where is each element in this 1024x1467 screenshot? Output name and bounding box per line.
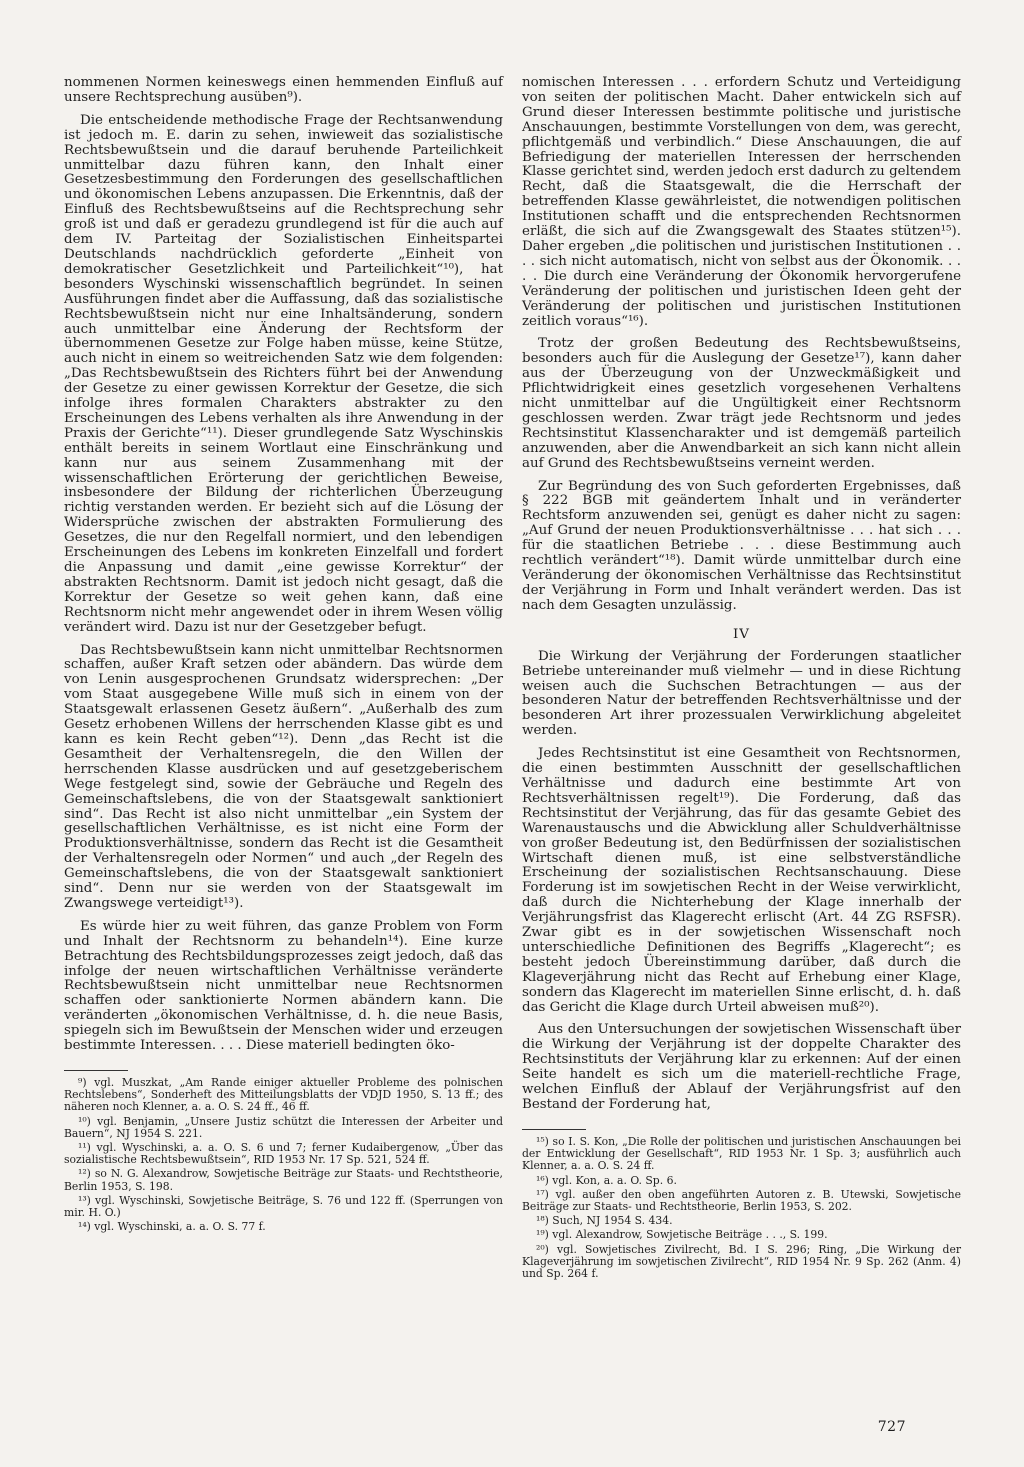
footnote: ¹⁹) vgl. Alexandrow, Sowjetische Beiträge . . ., S. 199. [536,1228,828,1242]
footnote: ²⁰) vgl. Sowjetisches Zivilrecht, Bd. I S. 296; Ring, „Die Wirkung der Klageverjährung im sowjetischen Zivilrecht“, RID 1954 Nr. 9 Sp. 262 (Anm. 4) und Sp. 264 f. [522,1242,961,1280]
body-paragraph: Zur Begründung des von Such geforderten Ergebnisses, daß § 222 BGB mit geändertem Inhalt und in veränderter Rechtsform anzuwenden sei, genügt es daher nicht zu sagen: „Auf Grund der neuen Produktionsverhältnisse . . . hat sich . . . für die staatlichen Betriebe . . . diese Bestimmung auch rechtlich verändert“¹⁸). Damit würde unmittelbar durch eine Veränderung der ökonomischen Verhältnisse das Rechtsinstitut der Verjährung in Form und Inhalt verändert werden. Das ist nach dem Gesagten unzulässig. [522,478,961,613]
footnote: ¹⁷) vgl. außer den oben angeführten Autoren z. B. Utewski, Sowjetische Beiträge zur Staats- und Rechtstheorie, Berlin 1953, S. 202. [522,1187,961,1213]
section-heading: IV [733,626,750,642]
footnote: ¹³) vgl. Wyschinski, Sowjetische Beiträge, S. 76 und 122 ff. (Sperrungen von mir. H. O.) [64,1193,503,1220]
body-paragraph: Es würde hier zu weit führen, das ganze Problem von Form und Inhalt der Rechtsnorm zu behandeln¹⁴). Eine kurze Betrachtung des Rechtsbildungsprozesses zeigt jedoch, daß das infolge der neuen wirtschaftlichen Verhältnisse veränderte Rechtsbewußtsein nicht unmittelbar neue Rechtsnormen schaffen oder sanktionierte Normen abändern kann. Die veränderten „ökonomischen Verhältnisse, d. h. die neue Basis, spiegeln sich im Bewußtsein der Menschen wider und erzeugen bestimmte Interessen. . . . Diese materiell bedingten öko- [64,918,503,1054]
footnote: ¹⁵) so I. S. Kon, „Die Rolle der politischen und juristischen Anschauungen bei der Entwicklung der Gesellschaft“, RID 1953 Nr. 1 Sp. 3; ausführlich auch Klenner, a. a. O. S. 24 ff. [522,1134,961,1173]
page-number: 727 [877,1419,906,1435]
footnote: ¹⁸) Such, NJ 1954 S. 434. [536,1214,673,1228]
footnote-divider [522,1129,586,1130]
body-paragraph: Aus den Untersuchungen der sowjetischen Wissenschaft über die Wirkung der Verjährung ist der doppelte Charakter des Rechtsinstituts der Verjährung klar zu erkennen: Auf der einen Seite handelt es sich um die materiell-rechtliche Frage, welchen Einfluß der Ablauf der Verjährungsfrist auf den Bestand der Forderung hat, [522,1022,961,1112]
body-paragraph: Die Wirkung der Verjährung der Forderungen staatlicher Betriebe untereinander muß vielmehr — und in diese Richtung weisen auch die Suchschen Betrachtungen — aus der besonderen Natur der betreffenden Rechtsverhältnisse und der besonderen Art ihrer prozessualen Verwirklichung abgeleitet werden. [522,648,961,739]
left-column [64,76,503,1282]
body-paragraph: Die entscheidende methodische Frage der Rechtsanwendung ist jedoch m. E. darin zu sehen, inwieweit das sozialistische Rechtsbewußtsein und die darauf beruhende Parteilichkeit unmittelbar dazu führen kann, den Inhalt einer Gesetzesbestimmung den Forderungen des gesellschaftlichen und ökonomischen Lebens anzupassen. Die Erkenntnis, daß der Einfluß des Rechtsbewußtseins auf die Rechtsprechung sehr groß ist und daß er geradezu grundlegend ist für die auch auf dem IV. Parteitag der Sozialistischen Einheitspartei Deutschlands nachdrücklich geforderte „Einheit von demokratischer Gesetzlichkeit und Parteilichkeit“¹⁰), hat besonders Wyschinski wissenschaftlich begründet. In seinen Ausführungen findet aber die Auffassung, daß das sozialistische Rechtsbewußtsein nicht nur eine Inhaltsänderung, sondern auch unmittelbar eine Änderung der Rechtsform der übernommenen Gesetze zur Folge haben müsse, keine Stütze, auch nicht in einem so weitreichenden Satz wie dem folgenden: „Das Rechtsbewußtsein des Richters führt bei der Anwendung der Gesetze zu einer gewissen Korrektur der Gesetze, die sich infolge ihres formalen Charakters abstrakter zu den Erscheinungen des Lebens verhalten als ihre Anwendung in der Praxis der Gerichte“¹¹). Dieser grundlegende Satz Wyschinskis enthält bereits in seinem Wortlaut eine Einschränkung und kann nur aus seinem Zusammenhang mit der wissenschaftlichen Erörterung der gerichtlichen Beweise, insbesondere der Bildung der richterlichen Überzeugung richtig verstanden werden. Er bezieht sich auf die Lösung der Widersprüche zwischen der abstrakten Formulierung des Gesetzes, die nur den Regelfall normiert, und den lebendigen Erscheinungen des Lebens im konkreten Einzelfall und fordert die Anpassung und damit „eine gewisse Korrektur“ der abstrakten Rechtsnorm. Damit ist jedoch nicht gesagt, daß die Korrektur der Gesetze so weit gehen kann, daß eine Rechtsnorm nicht mehr angewendet oder in ihrem Wesen völlig verändert wird. Dazu ist nur der Gesetzgeber befugt. [64,112,503,635]
body-paragraph: nommenen Normen keineswegs einen hemmenden Einfluß auf unsere Rechtsprechung ausüben⁹). [64,75,503,105]
body-paragraph: Trotz der großen Bedeutung des Rechtsbewußtseins, besonders auch für die Auslegung der Gesetze¹⁷), kann daher aus der Überzeugung von der Unzweckmäßigkeit und Pflichtwidrigkeit eines gesetzlich vorgesehenen Verhaltens nicht unmittelbar auf die Ungültigkeit einer Rechtsnorm geschlossen werden. Zwar trägt jede Rechtsnorm und jedes Rechtsinstitut Klassencharakter und ist demgemäß parteilich anzuwenden, aber die Anwendbarkeit an sich kann nicht allein auf Grund des Rechtsbewußtseins verneint werden. [522,336,961,471]
footnote: ¹²) so N. G. Alexandrow, Sowjetische Beiträge zur Staats- und Rechtstheorie, Berlin 1953, S. 198. [64,1167,503,1193]
footnotes-right [522,1136,961,1280]
body-paragraph: nomischen Interessen . . . erfordern Schutz und Verteidigung von seiten der politischen Macht. Daher entwickeln sich auf Grund dieser Interessen bestimmte politische und juristische Anschauungen, bestimmte Vorstellungen von dem, was gerecht, pflichtgemäß und verbindlich.“ Diese Anschauungen, die auf Befriedigung der materiellen Interessen der herrschenden Klasse gerichtet sind, werden jedoch erst dadurch zu geltendem Recht, daß die Staatsgewalt, die die Herrschaft der betreffenden Klasse gewährleistet, die notwendigen politischen Institutionen schafft und die entsprechenden Rechtsnormen erläßt, die sich auf die Zwangsgewalt des Staates stützen¹⁵). Daher ergeben „die politischen und juristischen Institutionen . . . . sich nicht automatisch, nicht von selbst aus der Ökonomik. . . . . Die durch eine Veränderung der Ökonomik hervorgerufene Veränderung der politischen und juristischen Ideen geht der Veränderung der politischen und juristischen Institutionen zeitlich voraus“¹⁶). [522,75,961,329]
footnotes-left [64,1077,503,1233]
right-column [522,76,961,1282]
footnote-divider [64,1070,128,1071]
two-column-body [64,76,962,1282]
body-paragraph: Jedes Rechtsinstitut ist eine Gesamtheit von Rechtsnormen, die einen bestimmten Ausschnitt der gesellschaftlichen Verhältnisse und dadurch eine bestimmte Art von Rechtsverhältnissen regelt¹⁹). Die Forderung, daß das Rechtsinstitut der Verjährung, das für das gesamte Gebiet des Warenaustauschs und die Abwicklung aller Schuldverhältnisse von großer Bedeutung ist, den Bedürfnissen der sozialistischen Wirtschaft dienen muß, ist eine selbstverständliche Erscheinung der sozialistischen Rechtsanschauung. Diese Forderung ist im sowjetischen Recht in der Weise verwirklicht, daß durch die Nichterhebung der Klage innerhalb der Verjährungsfrist das Klagerecht erlischt (Art. 44 ZG RSFSR). Zwar gibt es in der sowjetischen Wissenschaft noch unterschiedliche Definitionen des Begriffs „Klagerecht“; es besteht jedoch Übereinstimmung darüber, daß durch die Klageverjährung nicht das Recht auf Erhebung einer Klage, sondern das Klagerecht im materiellen Sinne erlischt, d. h. daß das Gericht die Klage durch Urteil abweisen muß²⁰). [522,746,961,1015]
footnote: ¹⁴) vgl. Wyschinski, a. a. O. S. 77 f. [78,1220,266,1234]
footnote: ¹¹) vgl. Wyschinski, a. a. O. S. 6 und 7; ferner Kudaibergenow, „Über das sozialistische Rechtsbewußtsein“, RID 1953 Nr. 17 Sp. 521, 524 ff. [64,1141,503,1167]
footnote: ⁹) vgl. Muszkat, „Am Rande einiger aktueller Probleme des polnischen Rechtslebens“, Sonderheft des Mitteilungsblatts der VDJD 1950, S. 13 ff.; des näheren noch Klenner, a. a. O. S. 24 ff., 46 ff. [64,1076,503,1114]
body-paragraph: Das Rechtsbewußtsein kann nicht unmittelbar Rechtsnormen schaffen, außer Kraft setzen oder abändern. Das würde dem von Lenin ausgesprochenen Grundsatz widersprechen: „Der vom Staat ausgegebene Wille muß sich in einem von der Staatsgewalt erlassenen Gesetz äußern“. „Außerhalb des zum Gesetz erhobenen Willens der herrschenden Klasse gibt es und kann es kein Recht geben“¹²). Denn „das Recht ist die Gesamtheit der Verhaltensregeln, die den Willen der herrschenden Klasse ausdrücken und auf gesetzgeberischem Wege festgelegt sind, sowie der Gebräuche und Regeln des Gemeinschaftslebens, die von der Staatsgewalt sanktioniert sind“. Das Recht ist also nicht unmittelbar „ein System der gesellschaftlichen Verhältnisse, es ist nicht eine Form der Produktionsverhältnisse, sondern das Recht ist die Gesamtheit der Verhaltensregeln oder Normen“ und auch „der Regeln des Gemeinschaftslebens, die von der Staatsgewalt sanktioniert sind“. Denn nur sie werden von der Staatsgewalt im Zwangswege verteidigt¹³). [64,642,503,911]
footnote: ¹⁶) vgl. Kon, a. a. O. Sp. 6. [536,1173,677,1187]
footnote: ¹⁰) vgl. Benjamin, „Unsere Justiz schützt die Interessen der Arbeiter und Bauern“, NJ 1954 S. 221. [64,1114,503,1140]
